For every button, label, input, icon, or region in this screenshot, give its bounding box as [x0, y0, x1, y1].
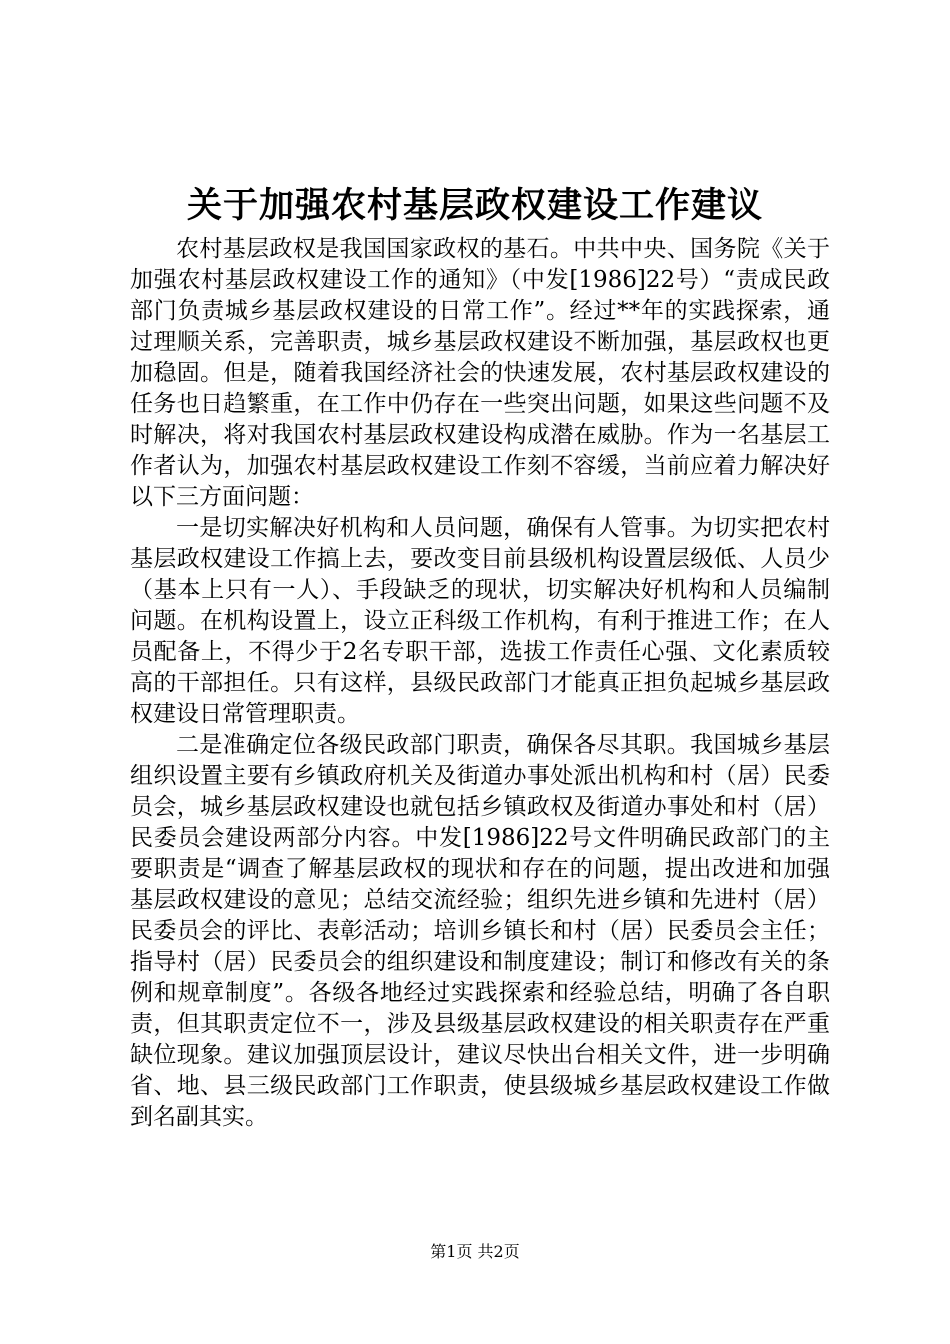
paragraph-point-one: 一是切实解决好机构和人员问题，确保有人管事。为切实把农村基层政权建设工作搞上去，要改变目前县级机构设置层级低、人员少（基本上只有一人）、手段缺乏的现状，切实解决好机构和人员编制问题。在机构设置上，设立正科级工作机构，有利于推进工作；在人员配备上，不得少于2名专职干部，选拔工作责任心强、文化素质较高的干部担任。只有这样，县级民政部门才能真正担负起城乡基层政权建设日常管理职责。	[130, 515, 830, 727]
document-body	[130, 234, 830, 1133]
document-title: 关于加强农村基层政权建设工作建议	[186, 185, 763, 226]
paragraph-point-two: 二是准确定位各级民政部门职责，确保各尽其职。我国城乡基层组织设置主要有乡镇政府机关及街道办事处派出机构和村（居）民委员会，城乡基层政权建设也就包括乡镇政权及街道办事处和村（居）民委员会建设两部分内容。中发[1986]22号文件明确民政部门的主要职责是“调查了解基层政权的现状和存在的问题，提出改进和加强基层政权建设的意见；总结交流经验；组织先进乡镇和先进村（居）民委员会的评比、表彰活动；培训乡镇长和村（居）民委员会主任；指导村（居）民委员会的组织建设和制度建设；制订和修改有关的条例和规章制度”。各级各地经过实践探索和经验总结，明确了各自职责，但其职责定位不一，涉及县级基层政权建设的相关职责存在严重缺位现象。建议加强顶层设计，建议尽快出台相关文件，进一步明确省、地、县三级民政部门工作职责，使县级城乡基层政权建设工作做到名副其实。	[130, 732, 830, 1130]
paragraph-intro: 农村基层政权是我国国家政权的基石。中共中央、国务院《关于加强农村基层政权建设工作的通知》（中发[1986]22号）“责成民政部门负责城乡基层政权建设的日常工作”。经过**年的实践探索，通过理顺关系，完善职责，城乡基层政权建设不断加强，基层政权也更加稳固。但是，随着我国经济社会的快速发展，农村基层政权建设的任务也日趋繁重，在工作中仍存在一些突出问题，如果这些问题不及时解决，将对我国农村基层政权建设构成潜在威胁。作为一名基层工作者认为，加强农村基层政权建设工作刻不容缓，当前应着力解决好以下三方面问题：	[130, 236, 830, 510]
page-footer: 第1页 共2页	[430, 1242, 520, 1261]
